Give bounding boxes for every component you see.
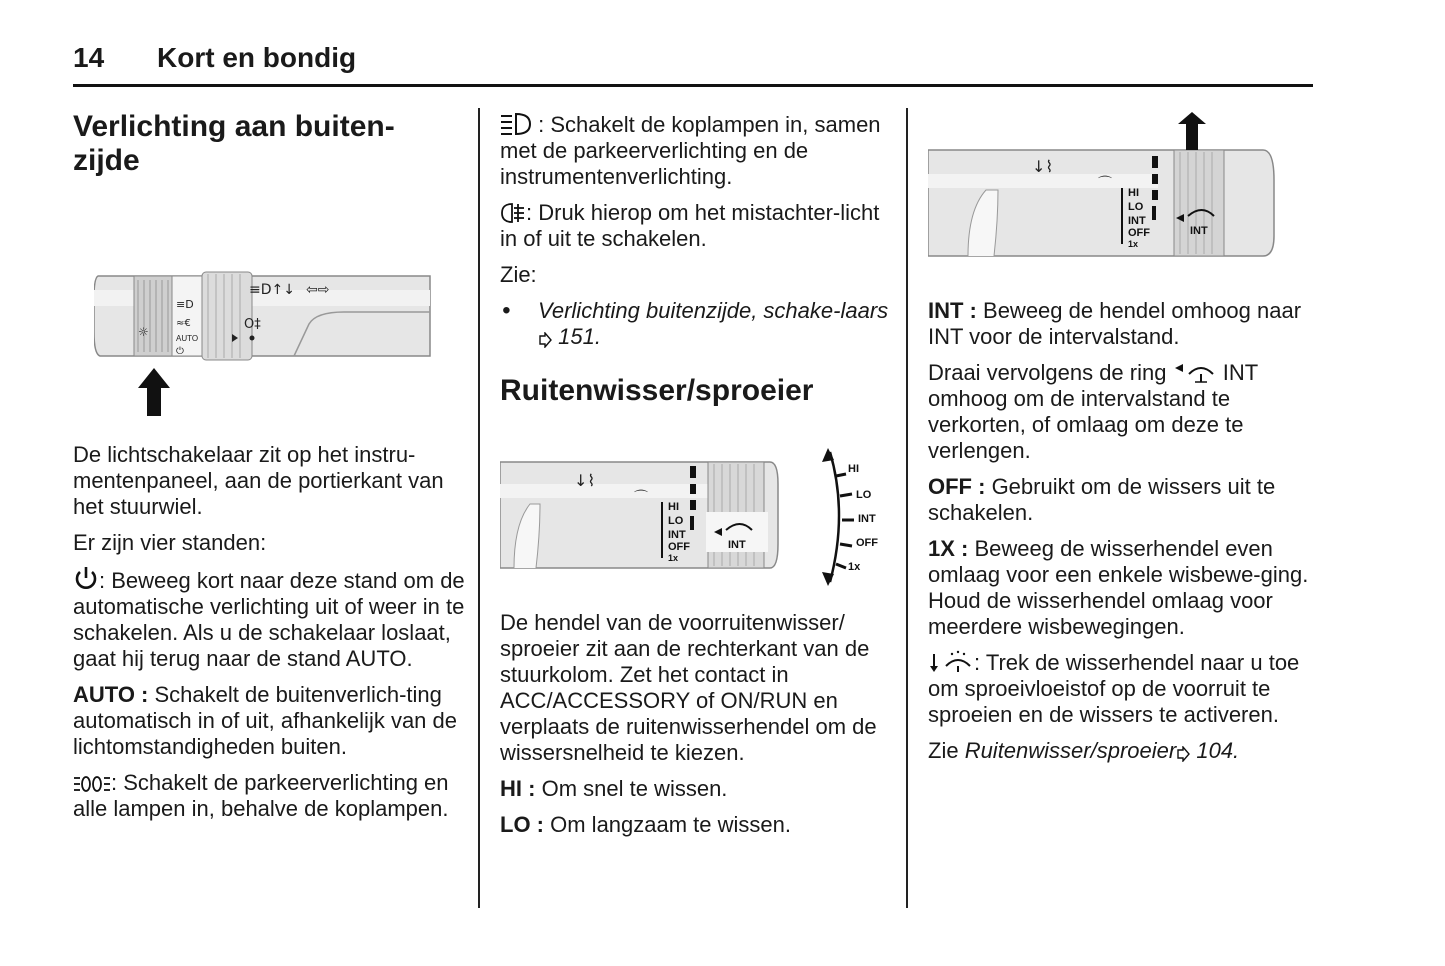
lever-off-label: OFF	[668, 541, 690, 553]
rear-fog-icon	[500, 202, 526, 224]
lever-hi-label: HI	[668, 501, 679, 513]
see-ref: Ruitenwisser/sproeier	[964, 738, 1177, 763]
positions-intro: Er zijn vier standen:	[73, 530, 267, 555]
x1-text: Beweeg de wisserhendel even omlaag voor een enkele wisbewe-ging. Houd de wisserhendel omlaag voor meerdere wisbewegingen.	[928, 536, 1309, 639]
ring-int-text: INT	[1222, 360, 1258, 385]
column-divider-2	[906, 108, 908, 908]
page-header	[73, 40, 1313, 86]
ring-rotate-arrow	[1178, 112, 1206, 150]
int-paragraph	[928, 298, 1320, 350]
lever-lo-label: LO	[668, 515, 684, 527]
page-ref-icon	[538, 332, 552, 348]
ring-text-a: Draai vervolgens de ring	[928, 360, 1167, 385]
power-icon	[73, 566, 99, 592]
wiper-description: De hendel van de voorruitenwisser/ sproeier zit aan de rechterkant van de stuurkolom. Zet het contact in ACC/ACCESSORY of ON/RUN en verplaats de ruitenwisserhendel om de wissersnelheid te kiezen.	[500, 610, 877, 765]
column-1	[73, 110, 465, 178]
off-text: Gebruikt om de wissers uit te schakelen.	[928, 474, 1276, 525]
off-paragraph	[928, 474, 1320, 526]
washer-icon	[928, 650, 974, 674]
svg-text:⇦⇨: ⇦⇨	[306, 282, 330, 298]
svg-text:≡D: ≡D	[176, 298, 194, 311]
see-prefix: Zie	[928, 738, 959, 763]
column-2	[500, 112, 892, 408]
svg-text:⏻: ⏻	[176, 346, 184, 357]
bullet-ref-page: 151.	[558, 324, 601, 349]
scale-int-label: INT	[858, 513, 876, 525]
header-rule	[73, 84, 1313, 87]
hi-paragraph	[500, 776, 892, 802]
int-text: Beweeg de hendel omhoog naar INT voor de intervalstand.	[928, 298, 1302, 349]
chapter-title: Kort en bondig	[157, 42, 357, 73]
column-divider-1	[478, 108, 480, 908]
ring-int-label: INT	[728, 539, 746, 551]
see-label: Zie:	[500, 262, 537, 287]
svg-text:≡D↑↓: ≡D↑↓	[249, 282, 295, 298]
hi-text: Om snel te wissen.	[541, 776, 728, 801]
parking-paragraph	[73, 770, 465, 822]
off-label: OFF :	[928, 474, 986, 499]
x1-paragraph	[928, 536, 1320, 640]
bullet-reference	[500, 298, 892, 350]
power-text: : Beweeg kort naar deze stand om de automatische verlichting uit of weer in te schakelen. Als u de schakelaar loslaat, gaat hij terug naar de stand AUTO.	[73, 568, 465, 671]
washer-text: : Trek de wisserhendel naar u toe om sproeivloeistof op de voorruit te sproeien en de wissers te activeren.	[928, 650, 1300, 727]
column-3-body	[928, 298, 1320, 774]
page-number: 14	[73, 42, 105, 73]
column-1-body	[73, 442, 465, 832]
ring-fig-1x-label: 1x	[1128, 239, 1139, 249]
section-heading-wiper: Ruitenwisser/sproeier	[500, 374, 814, 407]
bullet-ref-text: Verlichting buitenzijde, schake-laars	[538, 298, 889, 323]
svg-text:↓⌇: ↓⌇	[1032, 157, 1054, 176]
column-2-body	[500, 610, 892, 848]
lo-label: LO :	[500, 812, 544, 837]
int-label: INT :	[928, 298, 977, 323]
wiper-ring-figure	[928, 110, 1278, 270]
headlamp-paragraph	[500, 112, 892, 190]
scale-hi-label: HI	[848, 463, 859, 475]
see-page: 104.	[1196, 738, 1240, 763]
auto-paragraph	[73, 682, 465, 760]
washer-paragraph	[928, 650, 1320, 728]
svg-text:↓⌇: ↓⌇	[574, 471, 596, 490]
svg-text:⌒: ⌒	[1098, 176, 1112, 192]
svg-text:O‡: O‡	[244, 317, 261, 332]
switch-off-symbol: ☼	[138, 325, 149, 339]
light-switch-figure	[94, 268, 434, 418]
switch-location-text: De lichtschakelaar zit op het instru-mentenpaneel, aan de portierkant van het stuurwiel.	[73, 442, 444, 519]
ring-paragraph	[928, 360, 1320, 464]
page-ref-icon	[1176, 746, 1190, 762]
lo-text: Om langzaam te wissen.	[550, 812, 791, 837]
parking-light-icon	[73, 774, 111, 794]
x1-label: 1X :	[928, 536, 969, 561]
headlamp-icon	[500, 112, 532, 136]
scale-1x-label: 1x	[848, 561, 861, 573]
wiper-lever-figure	[500, 444, 886, 594]
ring-fig-lo-label: LO	[1128, 201, 1144, 213]
ring-fig-int-label: INT	[1128, 215, 1146, 227]
ring-fig-hi-label: HI	[1128, 187, 1139, 199]
power-paragraph	[73, 566, 465, 672]
auto-label: AUTO :	[73, 682, 149, 707]
wiper-interval-icon	[1173, 362, 1217, 384]
see-also-paragraph	[928, 738, 1320, 764]
section-heading-lighting: Verlichting aan buiten-zijde	[73, 110, 395, 177]
auto-text: Schakelt de buitenverlich-ting automatisch in of uit, afhankelijk van de lichtomstandigheden buiten.	[73, 682, 458, 759]
ring-fig-ring-int-label: INT	[1190, 225, 1208, 237]
svg-text:⌒: ⌒	[634, 490, 648, 506]
lever-int-label: INT	[668, 529, 686, 541]
fog-text: : Druk hierop om het mistachter-licht in of uit te schakelen.	[500, 200, 880, 251]
svg-text:≈€: ≈€	[176, 318, 191, 329]
figure-auto-label: AUTO	[176, 334, 199, 343]
ring-text-b: omhoog om de intervalstand te verkorten, of omlaag om deze te verlengen.	[928, 386, 1244, 463]
ring-fig-off-label: OFF	[1128, 227, 1150, 239]
parking-text: : Schakelt de parkeerverlichting en alle lampen in, behalve de koplampen.	[73, 770, 449, 821]
scale-off-label: OFF	[856, 537, 878, 549]
scale-lo-label: LO	[856, 489, 872, 501]
lever-1x-label: 1x	[668, 553, 679, 563]
headlamp-text: : Schakelt de koplampen in, samen met de parkeerverlichting en de instrumentenverlichting.	[500, 112, 881, 189]
fog-paragraph	[500, 200, 892, 252]
hi-label: HI :	[500, 776, 536, 801]
lo-paragraph	[500, 812, 892, 838]
